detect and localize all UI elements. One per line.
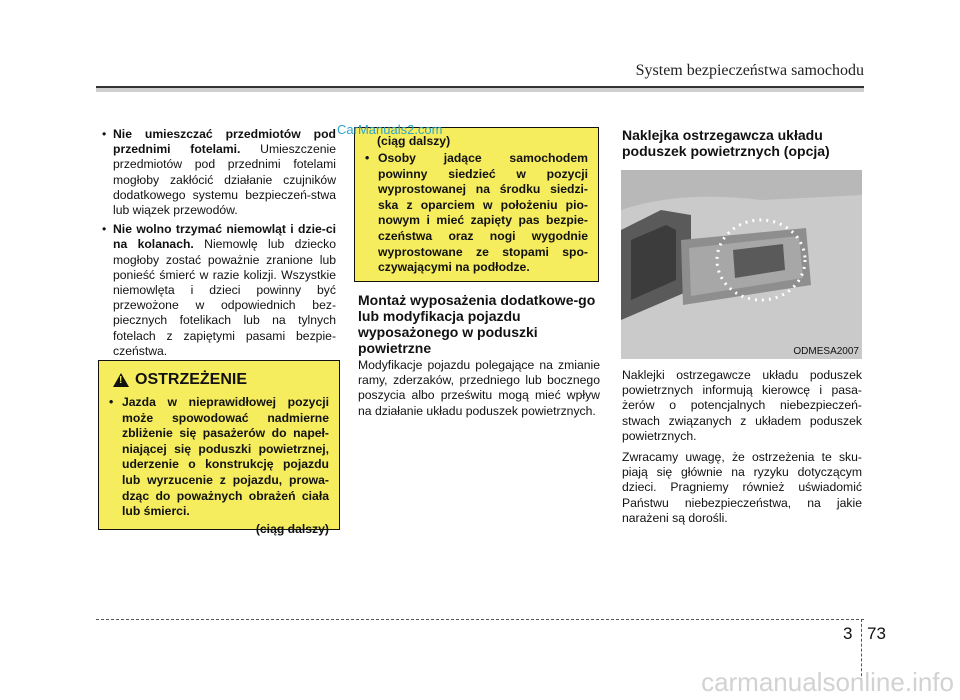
- bullet-bold-text: Nie wolno trzymać niemowląt i dzie-ci na kolanach.: [113, 222, 336, 252]
- bullet-children-lap: [100, 222, 336, 359]
- section-heading-modification: Montaż wyposażenia dodatkowe-go lub modyfikacja pojazdu wyposażonego w poduszki powietrzne: [358, 292, 596, 356]
- bullet-dot: •: [109, 395, 114, 409]
- footer-rule: [96, 619, 864, 620]
- left-column: [100, 127, 336, 363]
- section-text-label: [622, 368, 862, 532]
- paragraph: Zwracamy uwagę, że ostrzeżenia te sku-piają się głównie na ryzyku dotyczącym dzieci. Pragniemy również uświadomić Państwu niebezpieczeństwa, na jakie narażeni są dorośli.: [622, 450, 862, 525]
- watermark-link[interactable]: CarManuals2.com: [337, 122, 443, 137]
- warning-item-text: Osoby jadące samochodem powinny siedzieć w pozycji wyprostowanej na środku siedzi-ska z oparciem w położeniu pio-nowym i mieć zapięty pas bezpie-czeństwa oraz nogi wygodnie wyprostowane ze stopami spo-czywającymi na podłodze.: [378, 151, 588, 275]
- airbag-label-photo: [621, 170, 862, 359]
- warning-item-text: Jazda w nieprawidłowej pozycji może spowodować nadmierne zbliżenie się pasażerów do napeł-niającej się poduszki powietrznej, uderzenie o konstrukcję pojazdu lub wyrzucenie z pojazdu, prowa-dząc do poważnych obrażeń ciała lub śmierci.: [122, 395, 329, 519]
- continued-label: (ciąg dalszy): [377, 134, 451, 148]
- warning-item: [365, 151, 588, 276]
- image-label: ODMESA2007: [793, 346, 859, 357]
- warning-box: [98, 360, 340, 536]
- paragraph: Naklejki ostrzegawcze układu poduszek powietrznych informują kierowcę i pasa-żerów o potencjalnych niebezpieczeń-stwach związanych z układem poduszek powietrznych.: [622, 368, 862, 443]
- bullet-dot: •: [102, 127, 107, 141]
- continued-label: (ciąg dalszy): [255, 521, 329, 536]
- bullet-text: Niemowlę lub dziecko mogłoby zostać poważnie zranione lub ponieść śmierć w razie kolizji. Wszystkie niemowlęta i dzieci powinny być przewożone w odpowiednich bez-piecznych fotelikach lub na tylnych fotelach z zapiętymi pasami bezpie-czeństwa.: [113, 237, 336, 358]
- sun-visor-illustration: [621, 170, 862, 359]
- page-number: 73: [867, 624, 886, 643]
- warning-triangle-icon: !: [113, 373, 129, 387]
- bullet-dot: •: [102, 222, 107, 237]
- warning-box-continued: [354, 127, 599, 282]
- header-rule-shadow: [96, 88, 864, 92]
- chapter-number: 3: [843, 624, 853, 643]
- bullet-under-seats: [100, 127, 336, 218]
- warning-title: OSTRZEŻENIE: [135, 371, 248, 388]
- bullet-text: Umieszczenie przedmiotów pod przednimi fotelami mogłoby zakłócić działanie czujników dodatkowego systemu bezpieczeń-stwa lub wiązek przewodów.: [113, 142, 336, 218]
- bullet-dot: •: [365, 151, 370, 165]
- section-text-modification: Modyfikacje pojazdu polegające na zmianie ramy, zderzaków, przedniego lub bocznego poszycia albo prześwitu mogą mieć wpływ na działanie układu poduszek powietrznych.: [358, 358, 600, 418]
- bullet-bold-text: Nie umieszczać przedmiotów pod przednimi fotelami.: [113, 127, 336, 157]
- warning-header: [113, 371, 329, 389]
- warning-item: [109, 395, 329, 520]
- section-heading-label: Naklejka ostrzegawcza układu poduszek powietrznych (opcja): [622, 127, 830, 159]
- section-title: System bezpieczeństwa samochodu: [635, 62, 864, 79]
- site-watermark: carmanualsonline.info: [701, 667, 954, 697]
